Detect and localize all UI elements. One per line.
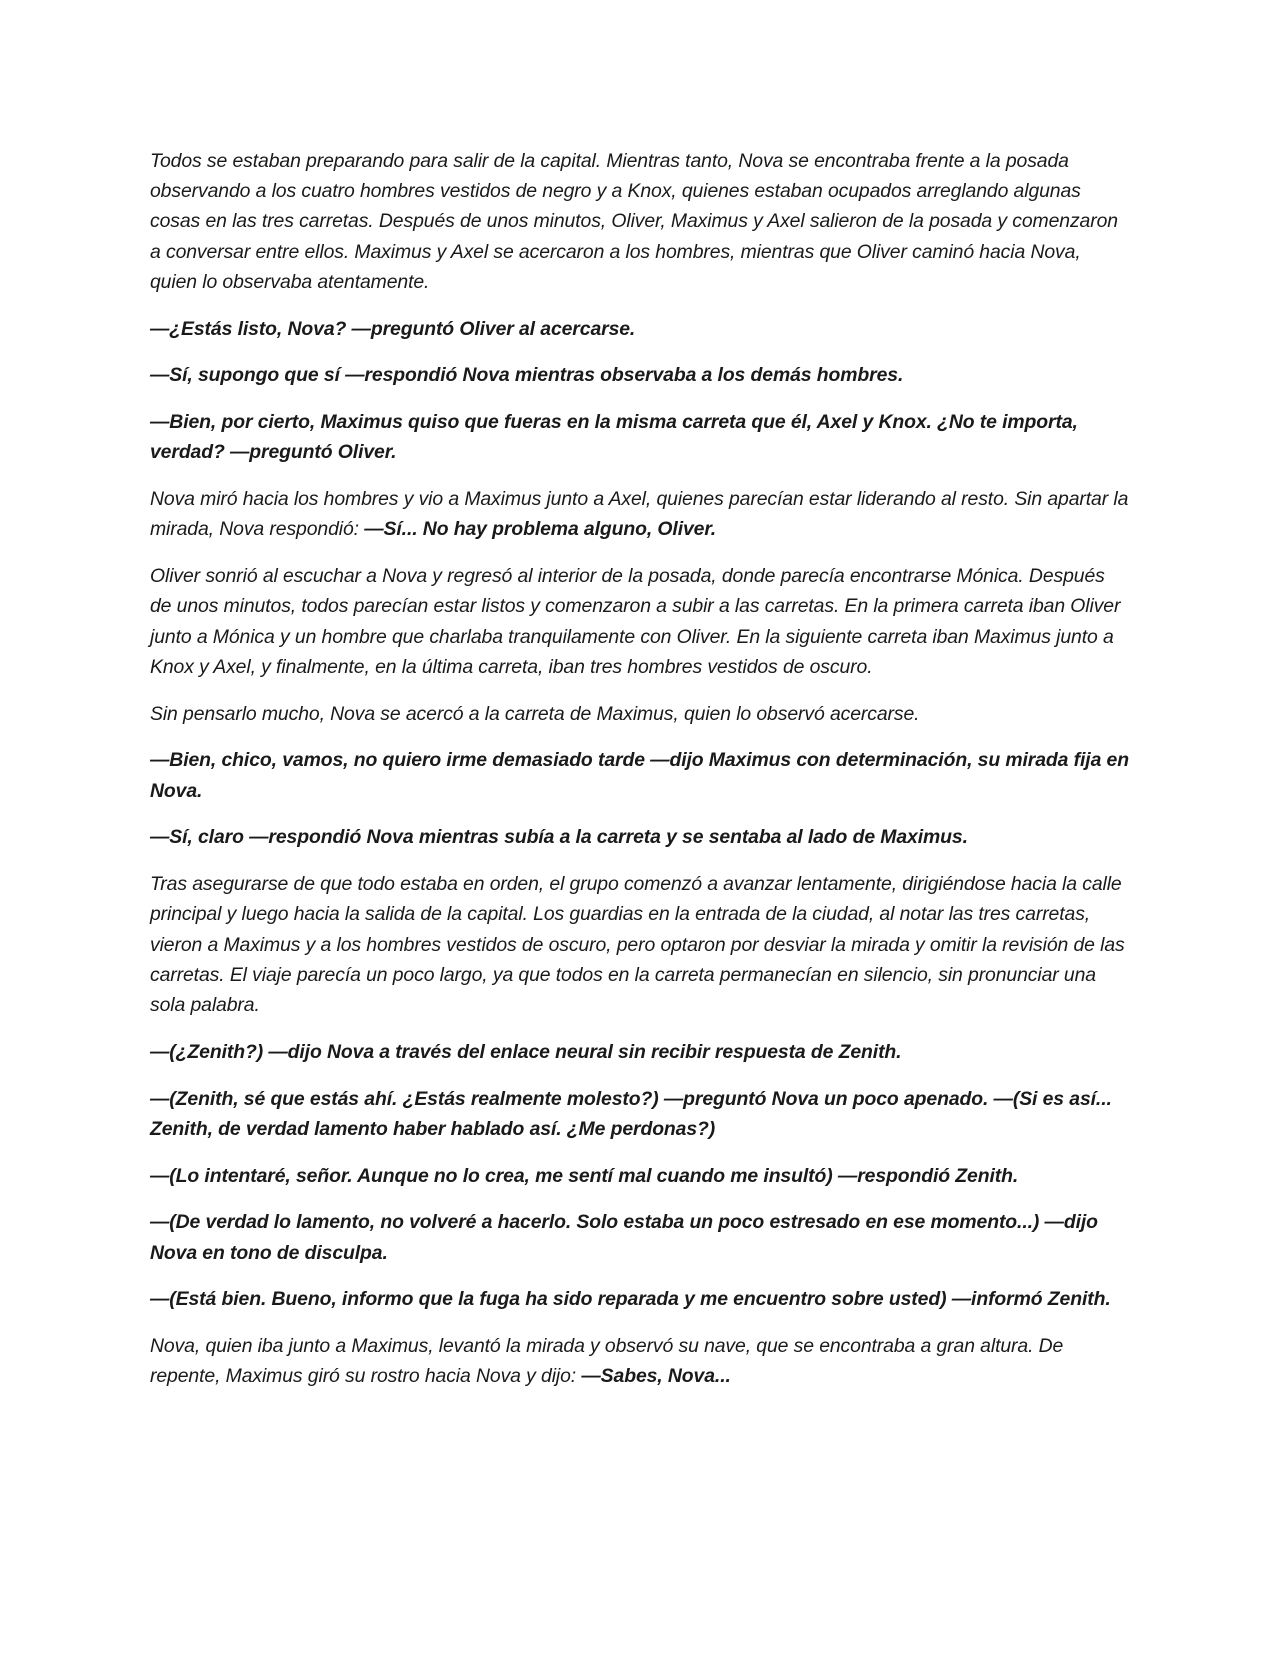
paragraph-2-text: —¿Estás listo, Nova? —preguntó Oliver al acercarse. <box>150 317 636 340</box>
paragraph-10-text: Tras asegurarse de que todo estaba en orden, el grupo comenzó a avanzar lentamente, dirigiéndose hacia la calle principal y luego hacia la salida de la capital. Los guardias en la entrada de la ciudad, al notar las tres carretas, vieron a Maximus y a los hombres vestidos de oscuro, pero optaron por desviar la mirada y omitir la revisión de las carretas. El viaje parecía un poco largo, ya que todos en la carreta permanecían en silencio, sin pronunciar una sola palabra. <box>150 873 1125 1017</box>
paragraph-9-text: —Sí, claro —respondió Nova mientras subía a la carreta y se sentaba al lado de Maximus. <box>150 826 968 849</box>
paragraph-5 <box>150 484 1130 544</box>
paragraph-9 <box>150 822 1130 852</box>
paragraph-11-text: —(¿Zenith?) —dijo Nova a través del enlace neural sin recibir respuesta de Zenith. <box>150 1040 902 1063</box>
paragraph-6 <box>150 561 1130 682</box>
paragraph-16-bold-tail: —Sabes, Nova... <box>581 1365 731 1388</box>
paragraph-14 <box>150 1207 1130 1267</box>
paragraph-2 <box>150 314 1130 344</box>
paragraph-15-text: —(Está bien. Bueno, informo que la fuga ha sido reparada y me encuentro sobre usted) —informó Zenith. <box>150 1288 1111 1311</box>
paragraph-3-text: —Sí, supongo que sí —respondió Nova mientras observaba a los demás hombres. <box>150 364 904 387</box>
paragraph-11 <box>150 1037 1130 1067</box>
paragraph-5-text: Nova miró hacia los hombres y vio a Maximus junto a Axel, quienes parecían estar liderando al resto. Sin apartar la mirada, Nova respondió: <box>150 488 1129 541</box>
paragraph-1-text: Todos se estaban preparando para salir de la capital. Mientras tanto, Nova se encontraba frente a la posada observando a los cuatro hombres vestidos de negro y a Knox, quienes estaban ocupados arreglando algunas cosas en las tres carretas. Después de unos minutos, Oliver, Maximus y Axel salieron de la posada y comenzaron a conversar entre ellos. Maximus y Axel se acercaron a los hombres, mientras que Oliver caminó hacia Nova, quien lo observaba atentamente. <box>150 150 1118 293</box>
paragraph-16-text: Nova, quien iba junto a Maximus, levantó la mirada y observó su nave, que se encontraba a gran altura. De repente, Maximus giró su rostro hacia Nova y dijo: <box>150 1335 1064 1388</box>
paragraph-1 <box>150 146 1130 297</box>
paragraph-12-text: —(Zenith, sé que estás ahí. ¿Estás realmente molesto?) —preguntó Nova un poco apenado. —(Si es así... Zenith, de verdad lamento haber hablado así. ¿Me perdonas?) <box>150 1087 1112 1140</box>
paragraph-7-text: Sin pensarlo mucho, Nova se acercó a la carreta de Maximus, quien lo observó acercarse. <box>150 702 920 725</box>
paragraph-13-text: —(Lo intentaré, señor. Aunque no lo crea, me sentí mal cuando me insultó) —respondió Zenith. <box>150 1164 1019 1187</box>
paragraph-13 <box>150 1161 1130 1191</box>
paragraph-4-text: —Bien, por cierto, Maximus quiso que fueras en la misma carreta que él, Axel y Knox. ¿No te importa, verdad? —preguntó Oliver. <box>150 411 1078 464</box>
paragraph-4 <box>150 407 1130 467</box>
paragraph-10 <box>150 869 1130 1020</box>
paragraph-14-text: —(De verdad lo lamento, no volveré a hacerlo. Solo estaba un poco estresado en ese momento...) —dijo Nova en tono de disculpa. <box>150 1211 1098 1264</box>
paragraph-8 <box>150 745 1130 805</box>
paragraph-6-text: Oliver sonrió al escuchar a Nova y regresó al interior de la posada, donde parecía encontrarse Mónica. Después de unos minutos, todos parecían estar listos y comenzaron a subir a las carretas. En la primera carreta iban Oliver junto a Mónica y un hombre que charlaba tranquilamente con Oliver. En la siguiente carreta iban Maximus junto a Knox y Axel, y finalmente, en la última carreta, iban tres hombres vestidos de oscuro. <box>150 565 1121 678</box>
document-page <box>150 146 1130 1408</box>
paragraph-5-bold-tail: —Sí... No hay problema alguno, Oliver. <box>364 518 717 541</box>
paragraph-7 <box>150 699 1130 729</box>
paragraph-12 <box>150 1084 1130 1144</box>
paragraph-15 <box>150 1284 1130 1314</box>
paragraph-8-text: —Bien, chico, vamos, no quiero irme demasiado tarde —dijo Maximus con determinación, su mirada fija en Nova. <box>150 749 1129 802</box>
paragraph-3 <box>150 360 1130 390</box>
paragraph-16 <box>150 1331 1130 1391</box>
